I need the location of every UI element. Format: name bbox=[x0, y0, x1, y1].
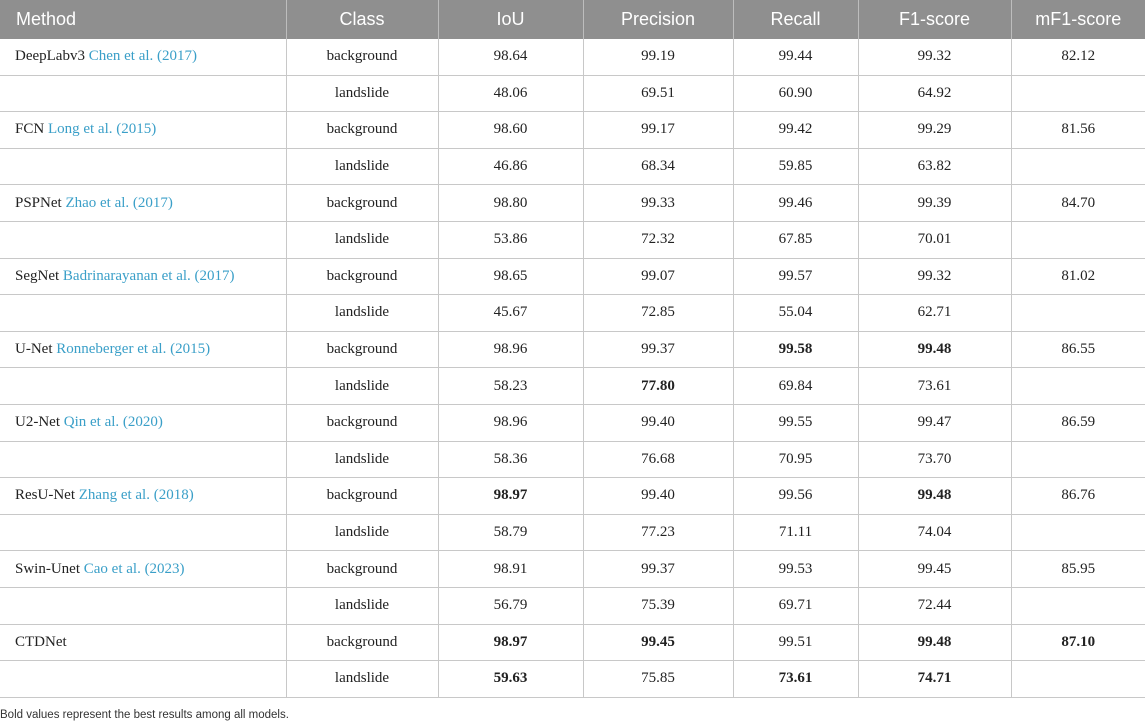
recall-cell: 99.57 bbox=[733, 258, 858, 295]
iou-cell: 98.64 bbox=[438, 39, 583, 75]
method-cell bbox=[0, 661, 286, 698]
recall-cell: 99.42 bbox=[733, 112, 858, 149]
method-cell bbox=[0, 331, 286, 368]
f1-cell: 73.70 bbox=[858, 441, 1011, 478]
f1-cell: 99.32 bbox=[858, 258, 1011, 295]
recall-cell: 73.61 bbox=[733, 661, 858, 698]
recall-cell: 59.85 bbox=[733, 148, 858, 185]
class-cell: landslide bbox=[286, 514, 438, 551]
f1-cell: 64.92 bbox=[858, 75, 1011, 112]
citation-link[interactable]: Badrinarayanan et al. (2017) bbox=[62, 267, 235, 284]
table-row bbox=[0, 368, 1145, 405]
class-cell: landslide bbox=[286, 661, 438, 698]
f1-cell: 99.45 bbox=[858, 551, 1011, 588]
citation-link[interactable]: Zhang et al. (2018) bbox=[78, 487, 194, 504]
table-row bbox=[0, 295, 1145, 332]
mf1-cell bbox=[1011, 148, 1145, 185]
table-row bbox=[0, 624, 1145, 661]
table-row bbox=[0, 587, 1145, 624]
precision-cell: 99.37 bbox=[583, 331, 733, 368]
class-cell: background bbox=[286, 404, 438, 441]
method-cell bbox=[0, 404, 286, 441]
table-row bbox=[0, 75, 1145, 112]
class-cell: landslide bbox=[286, 148, 438, 185]
iou-cell: 98.91 bbox=[438, 551, 583, 588]
recall-cell: 99.46 bbox=[733, 185, 858, 222]
recall-cell: 70.95 bbox=[733, 441, 858, 478]
citation-link[interactable]: Zhao et al. (2017) bbox=[65, 194, 173, 211]
mf1-cell: 81.56 bbox=[1011, 112, 1145, 149]
table-body bbox=[0, 39, 1145, 697]
method-name: DeepLabv3 bbox=[15, 48, 85, 65]
method-name: FCN bbox=[15, 121, 45, 138]
precision-cell: 99.33 bbox=[583, 185, 733, 222]
mf1-cell: 85.95 bbox=[1011, 551, 1145, 588]
precision-cell: 72.85 bbox=[583, 295, 733, 332]
header-f1: F1-score bbox=[858, 0, 1011, 39]
recall-cell: 99.58 bbox=[733, 331, 858, 368]
method-name: Swin-Unet bbox=[15, 560, 80, 577]
method-cell bbox=[0, 368, 286, 405]
method-cell bbox=[0, 441, 286, 478]
recall-cell: 71.11 bbox=[733, 514, 858, 551]
f1-cell: 99.48 bbox=[858, 624, 1011, 661]
f1-cell: 99.32 bbox=[858, 39, 1011, 75]
class-cell: background bbox=[286, 331, 438, 368]
f1-cell: 72.44 bbox=[858, 587, 1011, 624]
mf1-cell bbox=[1011, 221, 1145, 258]
class-cell: landslide bbox=[286, 221, 438, 258]
precision-cell: 77.23 bbox=[583, 514, 733, 551]
header-row bbox=[0, 0, 1145, 39]
method-cell bbox=[0, 39, 286, 75]
iou-cell: 53.86 bbox=[438, 221, 583, 258]
table-row bbox=[0, 478, 1145, 515]
iou-cell: 58.79 bbox=[438, 514, 583, 551]
iou-cell: 46.86 bbox=[438, 148, 583, 185]
class-cell: landslide bbox=[286, 295, 438, 332]
class-cell: landslide bbox=[286, 587, 438, 624]
f1-cell: 70.01 bbox=[858, 221, 1011, 258]
table-row bbox=[0, 441, 1145, 478]
mf1-cell: 81.02 bbox=[1011, 258, 1145, 295]
recall-cell: 99.53 bbox=[733, 551, 858, 588]
recall-cell: 99.44 bbox=[733, 39, 858, 75]
recall-cell: 99.56 bbox=[733, 478, 858, 515]
header-method: Method bbox=[0, 0, 286, 39]
precision-cell: 77.80 bbox=[583, 368, 733, 405]
mf1-cell: 86.76 bbox=[1011, 478, 1145, 515]
mf1-cell bbox=[1011, 368, 1145, 405]
class-cell: background bbox=[286, 478, 438, 515]
header-precision: Precision bbox=[583, 0, 733, 39]
method-name: CTDNet bbox=[15, 633, 67, 650]
iou-cell: 98.96 bbox=[438, 404, 583, 441]
citation-link[interactable]: Chen et al. (2017) bbox=[88, 48, 198, 65]
precision-cell: 69.51 bbox=[583, 75, 733, 112]
precision-cell: 99.07 bbox=[583, 258, 733, 295]
iou-cell: 98.60 bbox=[438, 112, 583, 149]
class-cell: background bbox=[286, 258, 438, 295]
class-cell: landslide bbox=[286, 441, 438, 478]
citation-link[interactable]: Cao et al. (2023) bbox=[83, 560, 185, 577]
f1-cell: 99.47 bbox=[858, 404, 1011, 441]
mf1-cell: 86.55 bbox=[1011, 331, 1145, 368]
method-cell bbox=[0, 624, 286, 661]
class-cell: background bbox=[286, 185, 438, 222]
f1-cell: 63.82 bbox=[858, 148, 1011, 185]
mf1-cell: 86.59 bbox=[1011, 404, 1145, 441]
method-cell bbox=[0, 295, 286, 332]
mf1-cell bbox=[1011, 295, 1145, 332]
method-name: PSPNet bbox=[15, 194, 62, 211]
table-row bbox=[0, 514, 1145, 551]
recall-cell: 55.04 bbox=[733, 295, 858, 332]
iou-cell: 98.97 bbox=[438, 624, 583, 661]
table-row bbox=[0, 39, 1145, 75]
precision-cell: 76.68 bbox=[583, 441, 733, 478]
iou-cell: 59.63 bbox=[438, 661, 583, 698]
precision-cell: 99.37 bbox=[583, 551, 733, 588]
method-name: SegNet bbox=[15, 267, 60, 284]
method-name: U2-Net bbox=[15, 414, 60, 431]
method-cell bbox=[0, 112, 286, 149]
method-name: U-Net bbox=[15, 341, 53, 358]
mf1-cell bbox=[1011, 75, 1145, 112]
method-cell bbox=[0, 75, 286, 112]
method-cell bbox=[0, 514, 286, 551]
method-cell bbox=[0, 478, 286, 515]
mf1-cell bbox=[1011, 661, 1145, 698]
citation-link[interactable]: Qin et al. (2020) bbox=[63, 414, 163, 431]
mf1-cell: 84.70 bbox=[1011, 185, 1145, 222]
class-cell: background bbox=[286, 624, 438, 661]
header-class: Class bbox=[286, 0, 438, 39]
f1-cell: 99.48 bbox=[858, 478, 1011, 515]
table-row bbox=[0, 551, 1145, 588]
iou-cell: 58.36 bbox=[438, 441, 583, 478]
recall-cell: 67.85 bbox=[733, 221, 858, 258]
precision-cell: 99.19 bbox=[583, 39, 733, 75]
method-cell bbox=[0, 148, 286, 185]
header-iou: IoU bbox=[438, 0, 583, 39]
f1-cell: 73.61 bbox=[858, 368, 1011, 405]
precision-cell: 99.40 bbox=[583, 404, 733, 441]
iou-cell: 56.79 bbox=[438, 587, 583, 624]
table-row bbox=[0, 148, 1145, 185]
citation-link[interactable]: Long et al. (2015) bbox=[47, 121, 157, 138]
recall-cell: 69.71 bbox=[733, 587, 858, 624]
table-row bbox=[0, 112, 1145, 149]
table-row bbox=[0, 221, 1145, 258]
class-cell: landslide bbox=[286, 75, 438, 112]
header-recall: Recall bbox=[733, 0, 858, 39]
recall-cell: 99.51 bbox=[733, 624, 858, 661]
class-cell: landslide bbox=[286, 368, 438, 405]
table-row bbox=[0, 661, 1145, 698]
iou-cell: 98.80 bbox=[438, 185, 583, 222]
class-cell: background bbox=[286, 551, 438, 588]
iou-cell: 48.06 bbox=[438, 75, 583, 112]
method-cell bbox=[0, 221, 286, 258]
header-mf1: mF1-score bbox=[1011, 0, 1145, 39]
method-cell bbox=[0, 258, 286, 295]
f1-cell: 74.71 bbox=[858, 661, 1011, 698]
f1-cell: 74.04 bbox=[858, 514, 1011, 551]
iou-cell: 45.67 bbox=[438, 295, 583, 332]
f1-cell: 99.29 bbox=[858, 112, 1011, 149]
iou-cell: 58.23 bbox=[438, 368, 583, 405]
iou-cell: 98.96 bbox=[438, 331, 583, 368]
precision-cell: 99.45 bbox=[583, 624, 733, 661]
mf1-cell: 87.10 bbox=[1011, 624, 1145, 661]
table-row bbox=[0, 185, 1145, 222]
class-cell: background bbox=[286, 39, 438, 75]
citation-link[interactable]: Ronneberger et al. (2015) bbox=[56, 341, 211, 358]
table-row bbox=[0, 404, 1145, 441]
precision-cell: 75.39 bbox=[583, 587, 733, 624]
iou-cell: 98.97 bbox=[438, 478, 583, 515]
f1-cell: 99.39 bbox=[858, 185, 1011, 222]
method-cell bbox=[0, 185, 286, 222]
method-name: ResU-Net bbox=[15, 487, 75, 504]
iou-cell: 98.65 bbox=[438, 258, 583, 295]
f1-cell: 99.48 bbox=[858, 331, 1011, 368]
class-cell: background bbox=[286, 112, 438, 149]
mf1-cell: 82.12 bbox=[1011, 39, 1145, 75]
precision-cell: 72.32 bbox=[583, 221, 733, 258]
precision-cell: 99.17 bbox=[583, 112, 733, 149]
precision-cell: 75.85 bbox=[583, 661, 733, 698]
table-row bbox=[0, 331, 1145, 368]
recall-cell: 69.84 bbox=[733, 368, 858, 405]
table-row bbox=[0, 258, 1145, 295]
precision-cell: 68.34 bbox=[583, 148, 733, 185]
mf1-cell bbox=[1011, 441, 1145, 478]
mf1-cell bbox=[1011, 587, 1145, 624]
method-cell bbox=[0, 551, 286, 588]
recall-cell: 99.55 bbox=[733, 404, 858, 441]
method-cell bbox=[0, 587, 286, 624]
precision-cell: 99.40 bbox=[583, 478, 733, 515]
table-footnote: Bold values represent the best results among all models. bbox=[0, 709, 289, 721]
recall-cell: 60.90 bbox=[733, 75, 858, 112]
f1-cell: 62.71 bbox=[858, 295, 1011, 332]
mf1-cell bbox=[1011, 514, 1145, 551]
